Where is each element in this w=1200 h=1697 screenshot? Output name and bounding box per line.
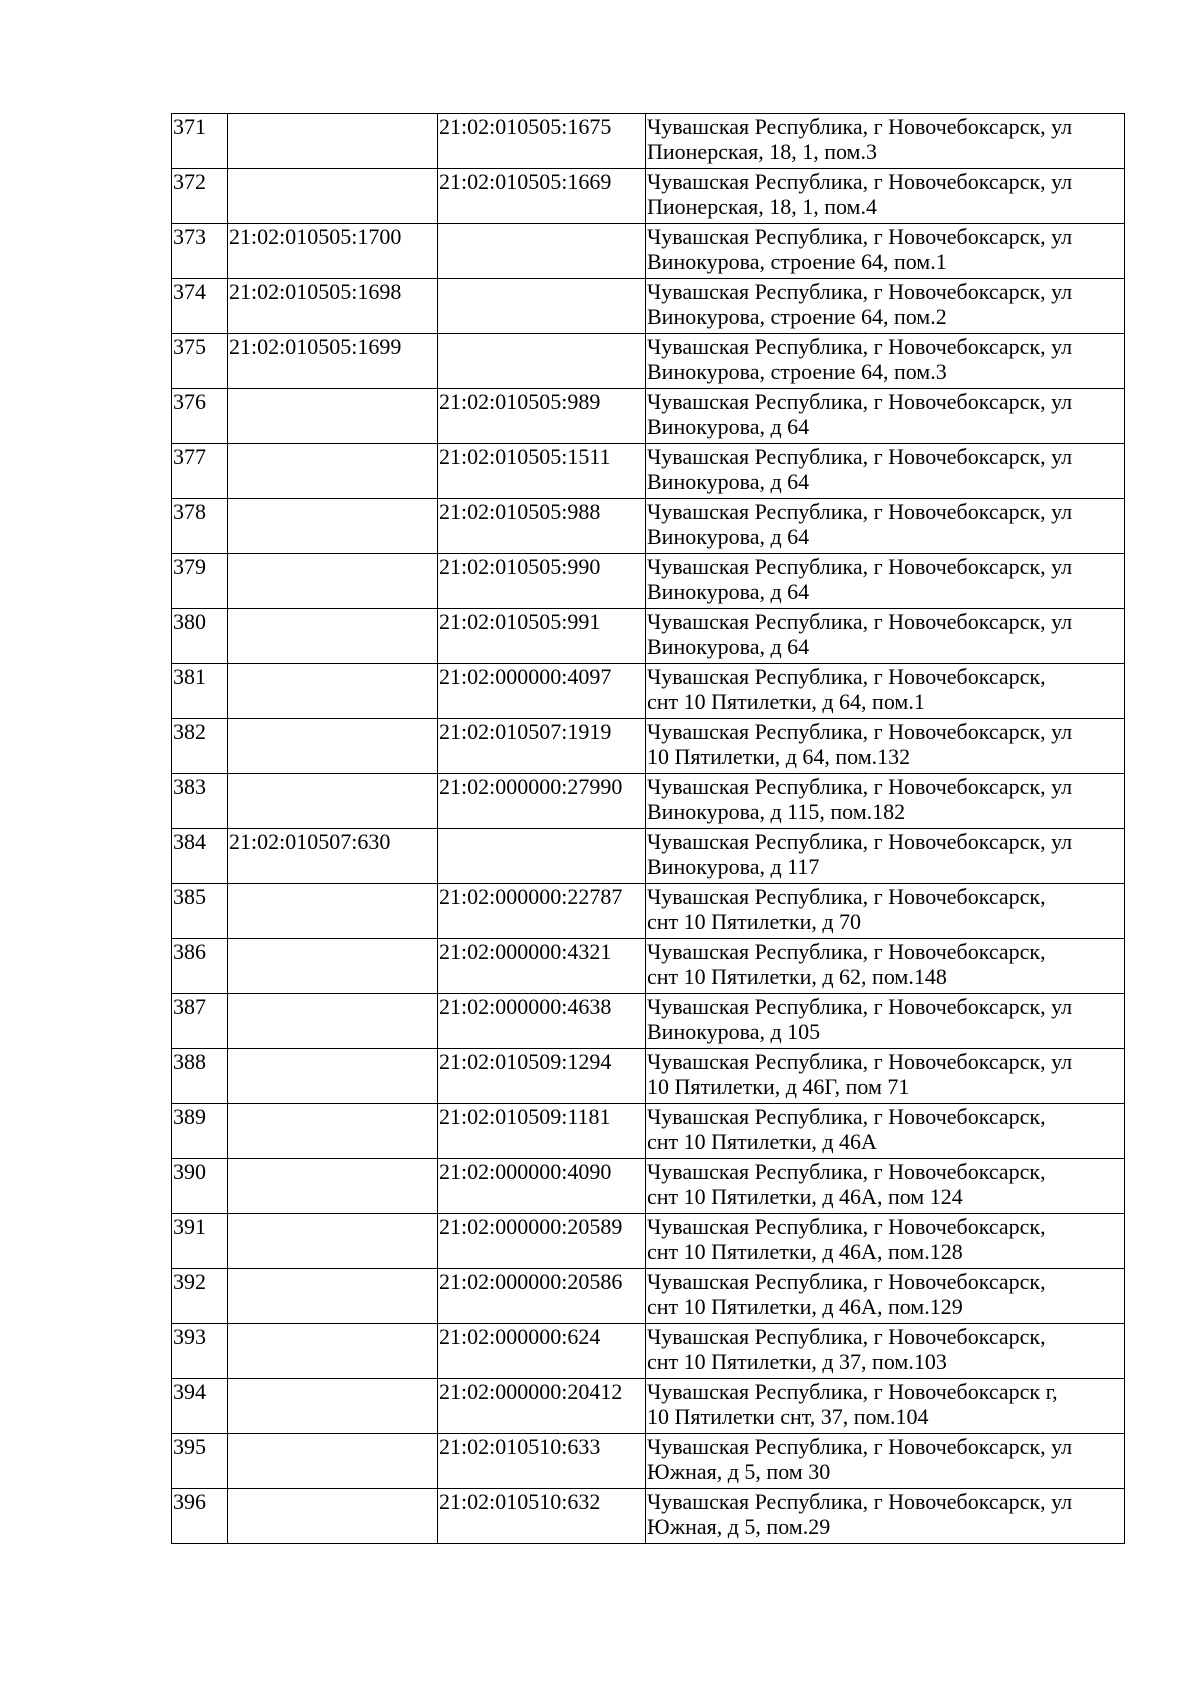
- cadastral-number-a-cell: [228, 994, 438, 1049]
- cadastral-number-a-cell: [228, 1269, 438, 1324]
- cadastral-number-b-cell: 21:02:010505:1511: [438, 444, 646, 499]
- address-cell: [646, 169, 1125, 224]
- cadastral-number-b-cell: 21:02:010510:632: [438, 1489, 646, 1544]
- address-cell: [646, 389, 1125, 444]
- cadastral-number-a-cell: [228, 444, 438, 499]
- row-number-cell: 389: [172, 1104, 228, 1159]
- address-line-2: снт 10 Пятилетки, д 70: [647, 909, 862, 934]
- cadastral-number-b-cell: 21:02:000000:20589: [438, 1214, 646, 1269]
- address-line-1: Чувашская Республика, г Новочебоксарск, ул: [647, 554, 1073, 579]
- address-line-1: Чувашская Республика, г Новочебоксарск, ул: [647, 279, 1073, 304]
- address-line-2: снт 10 Пятилетки, д 46А, пом.128: [647, 1239, 963, 1264]
- address-cell: [646, 114, 1125, 169]
- row-number-cell: 378: [172, 499, 228, 554]
- address-line-1: Чувашская Республика, г Новочебоксарск, ул: [647, 719, 1073, 744]
- table-row: [172, 444, 1125, 499]
- cadastral-number-b-cell: 21:02:010505:1675: [438, 114, 646, 169]
- row-number-cell: 374: [172, 279, 228, 334]
- row-number-cell: 390: [172, 1159, 228, 1214]
- cadastral-number-a-cell: [228, 1049, 438, 1104]
- row-number-cell: 376: [172, 389, 228, 444]
- cadastral-number-b-cell: 21:02:010505:989: [438, 389, 646, 444]
- address-line-1: Чувашская Республика, г Новочебоксарск, ул: [647, 1049, 1073, 1074]
- cadastral-number-a-cell: [228, 939, 438, 994]
- address-cell: [646, 994, 1125, 1049]
- cadastral-number-a-cell: [228, 1104, 438, 1159]
- address-line-1: Чувашская Республика, г Новочебоксарск, ул: [647, 224, 1073, 249]
- row-number-cell: 395: [172, 1434, 228, 1489]
- address-line-2: Винокурова, строение 64, пом.3: [647, 359, 947, 384]
- address-cell: [646, 1159, 1125, 1214]
- cadastral-number-b-cell: 21:02:000000:20586: [438, 1269, 646, 1324]
- table-row: [172, 994, 1125, 1049]
- address-line-1: Чувашская Республика, г Новочебоксарск,: [647, 1104, 1046, 1129]
- address-line-1: Чувашская Республика, г Новочебоксарск, ул: [647, 499, 1073, 524]
- table-row: [172, 829, 1125, 884]
- cadastral-number-a-cell: [228, 499, 438, 554]
- address-cell: [646, 499, 1125, 554]
- address-cell: [646, 334, 1125, 389]
- row-number-cell: 384: [172, 829, 228, 884]
- row-number-cell: 391: [172, 1214, 228, 1269]
- cadastral-number-a-cell: [228, 1379, 438, 1434]
- row-number-cell: 388: [172, 1049, 228, 1104]
- address-line-2: Винокурова, д 117: [647, 854, 820, 879]
- table-row: [172, 939, 1125, 994]
- cadastral-number-a-cell: [228, 609, 438, 664]
- address-line-2: снт 10 Пятилетки, д 37, пом.103: [647, 1349, 947, 1374]
- address-line-2: Винокурова, д 64: [647, 579, 810, 604]
- address-line-2: Винокурова, д 115, пом.182: [647, 799, 906, 824]
- row-number-cell: 396: [172, 1489, 228, 1544]
- registry-table-body: [172, 114, 1125, 1544]
- address-line-2: снт 10 Пятилетки, д 46А, пом.129: [647, 1294, 963, 1319]
- address-line-1: Чувашская Республика, г Новочебоксарск, ул: [647, 994, 1073, 1019]
- address-cell: [646, 719, 1125, 774]
- cadastral-number-a-cell: [228, 1159, 438, 1214]
- cadastral-number-b-cell: 21:02:010505:988: [438, 499, 646, 554]
- address-line-2: снт 10 Пятилетки, д 46А: [647, 1129, 877, 1154]
- address-line-1: Чувашская Республика, г Новочебоксарск, ул: [647, 774, 1073, 799]
- address-line-1: Чувашская Республика, г Новочебоксарск,: [647, 1214, 1046, 1239]
- address-cell: [646, 829, 1125, 884]
- address-line-1: Чувашская Республика, г Новочебоксарск, ул: [647, 169, 1073, 194]
- row-number-cell: 386: [172, 939, 228, 994]
- address-line-2: 10 Пятилетки, д 64, пом.132: [647, 744, 911, 769]
- cadastral-number-a-cell: 21:02:010507:630: [228, 829, 438, 884]
- cadastral-number-a-cell: [228, 774, 438, 829]
- address-line-1: Чувашская Республика, г Новочебоксарск, ул: [647, 334, 1073, 359]
- cadastral-number-a-cell: [228, 884, 438, 939]
- cadastral-number-b-cell: [438, 224, 646, 279]
- cadastral-number-a-cell: 21:02:010505:1700: [228, 224, 438, 279]
- address-line-1: Чувашская Республика, г Новочебоксарск, ул: [647, 829, 1073, 854]
- cadastral-number-b-cell: 21:02:000000:4638: [438, 994, 646, 1049]
- cadastral-number-b-cell: [438, 279, 646, 334]
- row-number-cell: 393: [172, 1324, 228, 1379]
- address-line-2: 10 Пятилетки, д 46Г, пом 71: [647, 1074, 910, 1099]
- row-number-cell: 382: [172, 719, 228, 774]
- address-line-1: Чувашская Республика, г Новочебоксарск г,: [647, 1379, 1058, 1404]
- cadastral-number-b-cell: 21:02:010510:633: [438, 1434, 646, 1489]
- address-cell: [646, 444, 1125, 499]
- cadastral-number-b-cell: 21:02:010509:1294: [438, 1049, 646, 1104]
- cadastral-number-a-cell: [228, 1214, 438, 1269]
- address-line-2: Пионерская, 18, 1, пом.3: [647, 139, 877, 164]
- cadastral-number-a-cell: 21:02:010505:1698: [228, 279, 438, 334]
- cadastral-number-b-cell: 21:02:010505:991: [438, 609, 646, 664]
- cadastral-number-b-cell: 21:02:000000:22787: [438, 884, 646, 939]
- table-row: [172, 1104, 1125, 1159]
- address-line-2: снт 10 Пятилетки, д 64, пом.1: [647, 689, 925, 714]
- address-cell: [646, 774, 1125, 829]
- address-cell: [646, 884, 1125, 939]
- address-line-2: Винокурова, строение 64, пом.1: [647, 249, 947, 274]
- address-line-2: Винокурова, д 64: [647, 524, 810, 549]
- cadastral-number-a-cell: [228, 719, 438, 774]
- address-line-2: Южная, д 5, пом.29: [647, 1514, 831, 1539]
- address-cell: [646, 609, 1125, 664]
- address-cell: [646, 1434, 1125, 1489]
- cadastral-number-a-cell: [228, 664, 438, 719]
- address-cell: [646, 1214, 1125, 1269]
- address-cell: [646, 939, 1125, 994]
- table-row: [172, 169, 1125, 224]
- address-line-2: Пионерская, 18, 1, пом.4: [647, 194, 877, 219]
- address-line-2: 10 Пятилетки снт, 37, пом.104: [647, 1404, 929, 1429]
- address-cell: [646, 664, 1125, 719]
- address-cell: [646, 1489, 1125, 1544]
- address-line-1: Чувашская Республика, г Новочебоксарск,: [647, 939, 1046, 964]
- row-number-cell: 387: [172, 994, 228, 1049]
- address-line-2: Винокурова, д 105: [647, 1019, 821, 1044]
- address-line-2: Южная, д 5, пом 30: [647, 1459, 831, 1484]
- cadastral-number-b-cell: 21:02:010505:990: [438, 554, 646, 609]
- row-number-cell: 379: [172, 554, 228, 609]
- cadastral-number-b-cell: [438, 334, 646, 389]
- address-line-1: Чувашская Республика, г Новочебоксарск, ул: [647, 609, 1073, 634]
- table-row: [172, 224, 1125, 279]
- table-row: [172, 1269, 1125, 1324]
- row-number-cell: 371: [172, 114, 228, 169]
- address-line-1: Чувашская Республика, г Новочебоксарск,: [647, 664, 1046, 689]
- registry-table: [171, 113, 1125, 1544]
- address-cell: [646, 1379, 1125, 1434]
- address-cell: [646, 1104, 1125, 1159]
- table-row: [172, 1159, 1125, 1214]
- table-row: [172, 1379, 1125, 1434]
- table-row: [172, 1434, 1125, 1489]
- address-cell: [646, 1324, 1125, 1379]
- row-number-cell: 375: [172, 334, 228, 389]
- address-line-1: Чувашская Республика, г Новочебоксарск, ул: [647, 389, 1073, 414]
- cadastral-number-a-cell: [228, 1434, 438, 1489]
- address-cell: [646, 1269, 1125, 1324]
- address-line-1: Чувашская Республика, г Новочебоксарск,: [647, 1324, 1046, 1349]
- address-line-2: Винокурова, д 64: [647, 469, 810, 494]
- table-row: [172, 664, 1125, 719]
- table-row: [172, 499, 1125, 554]
- cadastral-number-b-cell: 21:02:000000:624: [438, 1324, 646, 1379]
- row-number-cell: 372: [172, 169, 228, 224]
- address-line-2: Винокурова, д 64: [647, 634, 810, 659]
- table-row: [172, 1324, 1125, 1379]
- address-line-2: снт 10 Пятилетки, д 46А, пом 124: [647, 1184, 963, 1209]
- cadastral-number-b-cell: 21:02:000000:4097: [438, 664, 646, 719]
- address-line-2: Винокурова, д 64: [647, 414, 810, 439]
- address-line-1: Чувашская Республика, г Новочебоксарск,: [647, 884, 1046, 909]
- row-number-cell: 392: [172, 1269, 228, 1324]
- cadastral-number-a-cell: [228, 1489, 438, 1544]
- address-cell: [646, 224, 1125, 279]
- cadastral-number-b-cell: 21:02:000000:4090: [438, 1159, 646, 1214]
- cadastral-number-b-cell: 21:02:010507:1919: [438, 719, 646, 774]
- address-line-1: Чувашская Республика, г Новочебоксарск,: [647, 1159, 1046, 1184]
- table-row: [172, 334, 1125, 389]
- table-row: [172, 389, 1125, 444]
- table-row: [172, 1214, 1125, 1269]
- table-row: [172, 609, 1125, 664]
- cadastral-number-a-cell: [228, 114, 438, 169]
- table-row: [172, 1489, 1125, 1544]
- row-number-cell: 381: [172, 664, 228, 719]
- table-row: [172, 279, 1125, 334]
- address-cell: [646, 279, 1125, 334]
- row-number-cell: 385: [172, 884, 228, 939]
- cadastral-number-b-cell: 21:02:000000:20412: [438, 1379, 646, 1434]
- row-number-cell: 380: [172, 609, 228, 664]
- table-row: [172, 1049, 1125, 1104]
- address-line-2: Винокурова, строение 64, пом.2: [647, 304, 947, 329]
- table-row: [172, 554, 1125, 609]
- address-line-1: Чувашская Республика, г Новочебоксарск,: [647, 1269, 1046, 1294]
- cadastral-number-a-cell: [228, 1324, 438, 1379]
- cadastral-number-b-cell: 21:02:010505:1669: [438, 169, 646, 224]
- address-cell: [646, 554, 1125, 609]
- cadastral-number-a-cell: 21:02:010505:1699: [228, 334, 438, 389]
- cadastral-number-b-cell: 21:02:000000:4321: [438, 939, 646, 994]
- cadastral-number-a-cell: [228, 554, 438, 609]
- cadastral-number-a-cell: [228, 389, 438, 444]
- cadastral-number-b-cell: 21:02:000000:27990: [438, 774, 646, 829]
- address-line-1: Чувашская Республика, г Новочебоксарск, ул: [647, 114, 1073, 139]
- address-line-1: Чувашская Республика, г Новочебоксарск, ул: [647, 1434, 1073, 1459]
- cadastral-number-b-cell: 21:02:010509:1181: [438, 1104, 646, 1159]
- table-row: [172, 884, 1125, 939]
- row-number-cell: 377: [172, 444, 228, 499]
- table-row: [172, 719, 1125, 774]
- row-number-cell: 373: [172, 224, 228, 279]
- address-line-2: снт 10 Пятилетки, д 62, пом.148: [647, 964, 947, 989]
- table-row: [172, 114, 1125, 169]
- address-cell: [646, 1049, 1125, 1104]
- row-number-cell: 394: [172, 1379, 228, 1434]
- table-row: [172, 774, 1125, 829]
- address-line-1: Чувашская Республика, г Новочебоксарск, ул: [647, 444, 1073, 469]
- cadastral-number-a-cell: [228, 169, 438, 224]
- row-number-cell: 383: [172, 774, 228, 829]
- address-line-1: Чувашская Республика, г Новочебоксарск, ул: [647, 1489, 1073, 1514]
- cadastral-number-b-cell: [438, 829, 646, 884]
